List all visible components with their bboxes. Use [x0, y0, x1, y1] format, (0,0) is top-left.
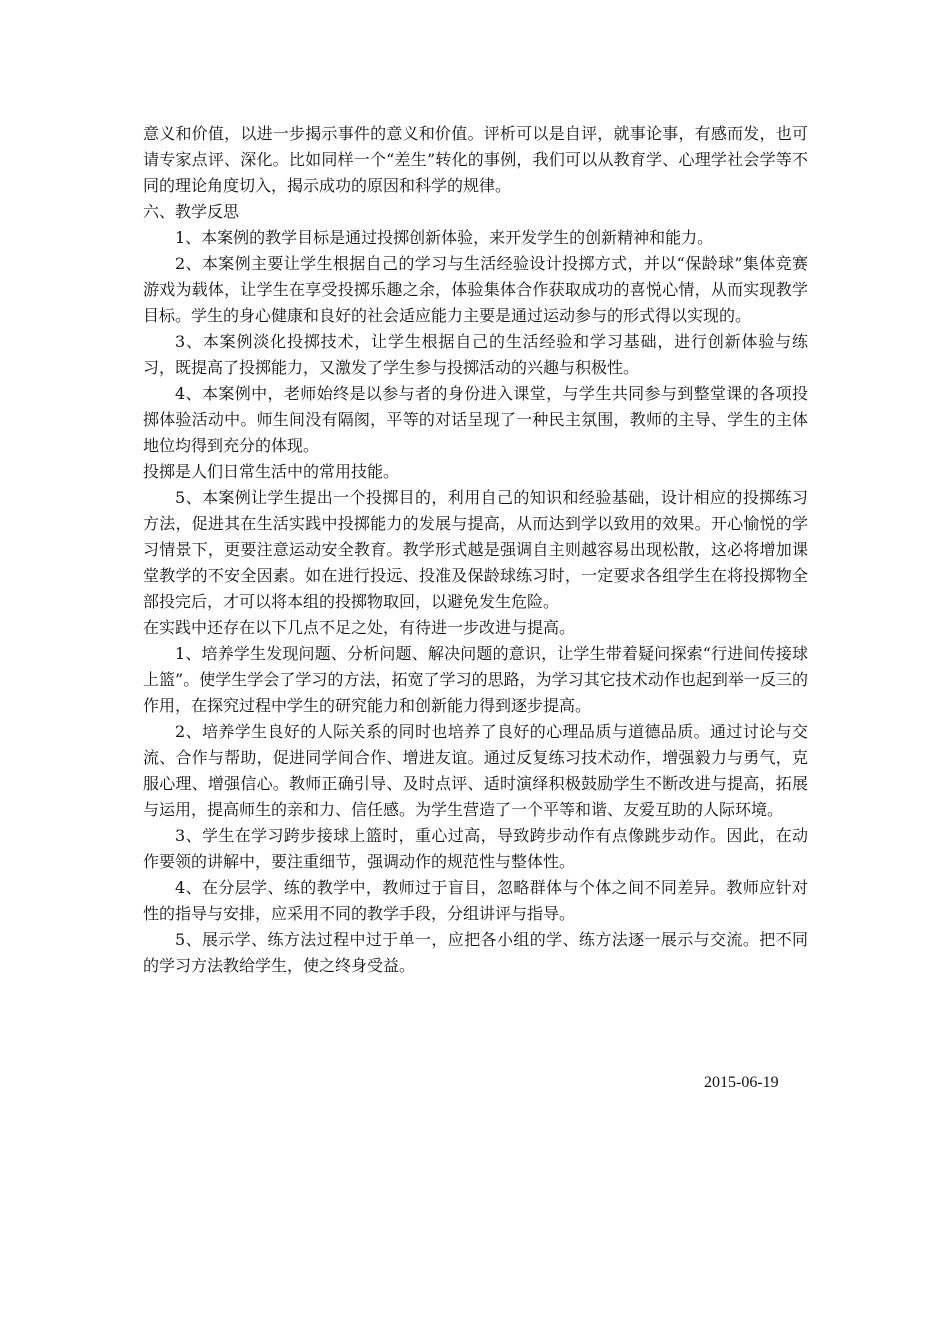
- section-heading-teaching-reflection: 六、教学反思: [143, 202, 240, 221]
- reflection-item-4: 4、本案例中，老师始终是以参与者的身份进入课堂，与学生共同参与到整堂课的各项投掷体验活动中。师生间没有隔阂，平等的对话呈现了一种民主氛围，教师的主导、学生的主体地位均得到充分的体现。: [143, 384, 808, 455]
- shortcoming-item-2: 2、培养学生良好的人际关系的同时也培养了良好的心理品质与道德品质。通过讨论与交流、合作与帮助，促进同学间合作、增进友谊。通过反复练习技术动作，增强毅力与勇气，克服心理、增强信心。教师正确引导、及时点评、适时演绎积极鼓励学生不断改进与提高，拓展与运用，提高师生的亲和力、信任感。为学生营造了一个平等和谐、友爱互助的人际环境。: [143, 722, 808, 819]
- shortcoming-item-5: 5、展示学、练方法过程中过于单一，应把各小组的学、练方法逐一展示与交流。把不同的学习方法教给学生，使之终身受益。: [143, 930, 808, 975]
- reflection-item-1: 1、本案例的教学目标是通过投掷创新体验，来开发学生的创新精神和能力。: [175, 228, 714, 247]
- paragraph-throwing-skill: 投掷是人们日常生活中的常用技能。: [143, 462, 400, 481]
- paragraph-continuation: 意义和价值，以进一步揭示事件的意义和价值。评析可以是自评，就事论事，有感而发，也可请专家点评、深化。比如同样一个“差生”转化的事例，我们可以从教育学、心理学社会学等不同的理论角度切入，揭示成功的原因和科学的规律。: [143, 124, 808, 195]
- shortcoming-item-4: 4、在分层学、练的教学中，教师过于盲目，忽略群体与个体之间不同差异。教师应针对性的指导与安排，应采用不同的教学手段，分组讲评与指导。: [143, 878, 808, 923]
- paragraph-shortcomings-intro: 在实践中还存在以下几点不足之处，有待进一步改进与提高。: [143, 618, 576, 637]
- reflection-item-5: 5、本案例让学生提出一个投掷目的，利用自己的知识和经验基础，设计相应的投掷练习方法，促进其在生活实践中投掷能力的发展与提高，从而达到学以致用的效果。开心愉悦的学习情景下，更要注意运动安全教育。教学形式越是强调自主则越容易出现松散，这必将增加课堂教学的不安全因素。如在进行投远、投准及保龄球练习时，一定要求各组学生在将投掷物全部投完后，才可以将本组的投掷物取回，以避免发生危险。: [143, 488, 808, 611]
- document-body: [143, 121, 808, 979]
- shortcoming-item-3: 3、学生在学习跨步接球上篮时，重心过高，导致跨步动作有点像跳步动作。因此，在动作要领的讲解中，要注重细节，强调动作的规范性与整体性。: [143, 826, 808, 871]
- reflection-item-2: 2、本案例主要让学生根据自己的学习与生活经验设计投掷方式，并以“保龄球”集体竞赛游戏为载体，让学生在享受投掷乐趣之余，体验集体合作获取成功的喜悦心情，从而实现教学目标。学生的身心健康和良好的社会适应能力主要是通过运动参与的形式得以实现的。: [143, 254, 808, 325]
- document-date: 2015-06-19: [704, 1074, 779, 1091]
- reflection-item-3: 3、本案例淡化投掷技术，让学生根据自己的生活经验和学习基础，进行创新体验与练习，既提高了投掷能力，又激发了学生参与投掷活动的兴趣与积极性。: [143, 332, 808, 377]
- shortcoming-item-1: 1、培养学生发现问题、分析问题、解决问题的意识，让学生带着疑问探索“行进间传接球上篮”。使学生学会了学习的方法，拓宽了学习的思路，为学习其它技术动作也起到举一反三的作用，在探究过程中学生的研究能力和创新能力得到逐步提高。: [143, 644, 808, 715]
